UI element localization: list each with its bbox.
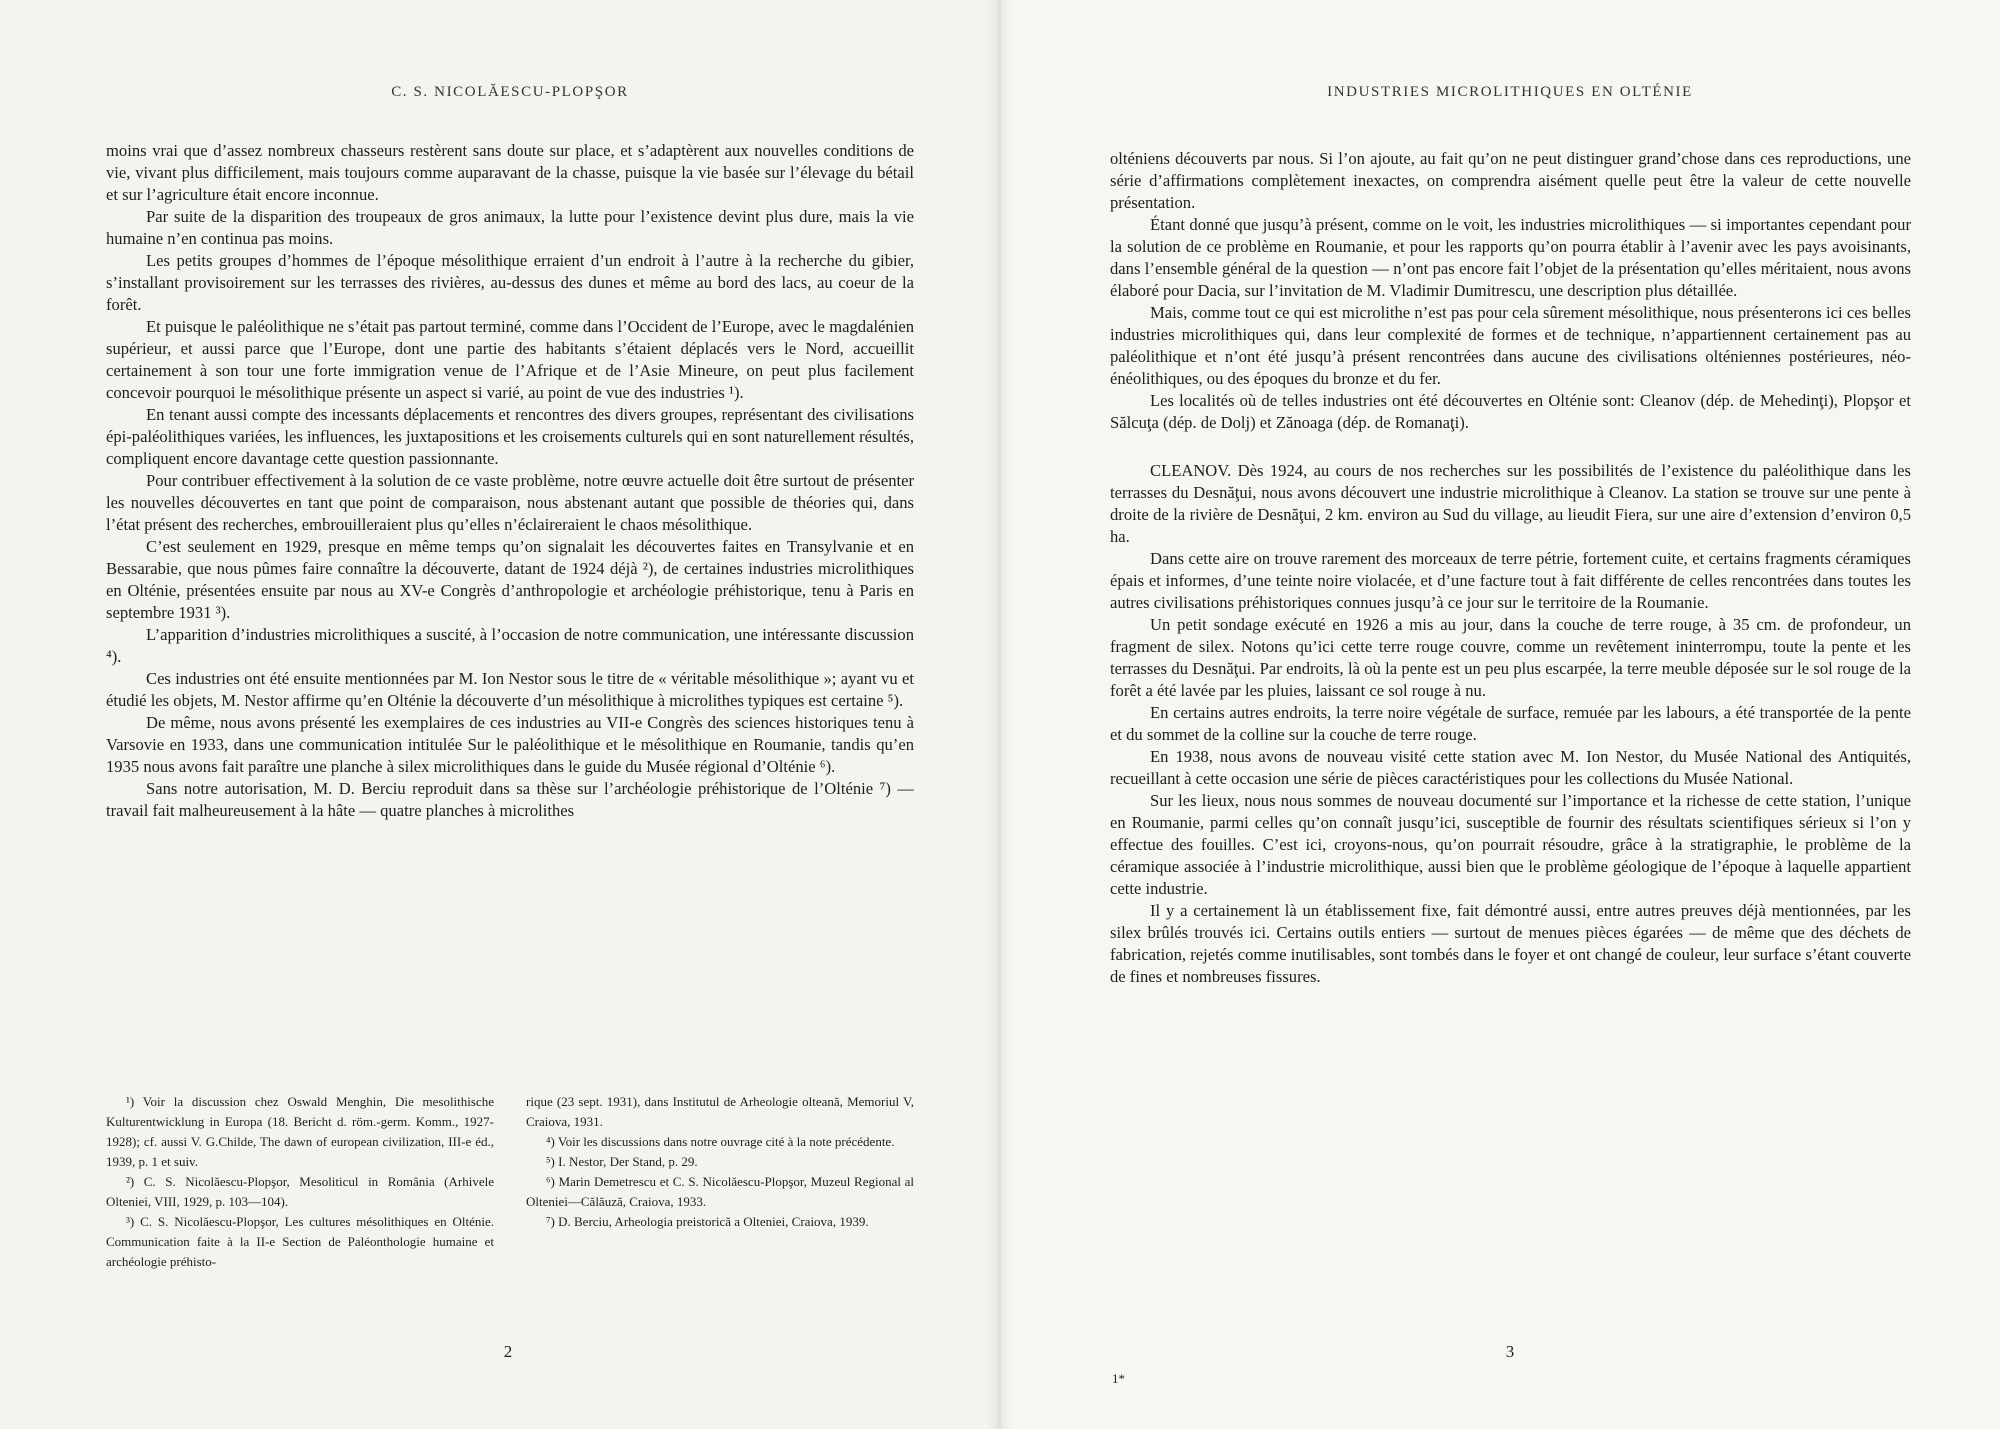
paragraph: Mais, comme tout ce qui est microlithe n’est pas pour cela sûrement mésolithique, nous présenterons ici ces belles industries microlithiques qui, dans leur complexité de formes et de technique, n’appartiennent certainement pas au paléolithique et n’ont été jusqu’à présent rencontrées dans aucune des civilisations olténiennes postérieures, néo-énéolithiques, ou des époques du bronze et du fer. (1110, 303, 1911, 388)
paragraph: Par suite de la disparition des troupeaux de gros animaux, la lutte pour l’existence devint plus dure, mais la vie humaine n’en continua pas moins. (106, 207, 914, 248)
paragraph: moins vrai que d’assez nombreux chasseurs restèrent sans doute sur place, et s’adaptèrent aux nouvelles conditions de vie, vivant plus difficilement, mais toujours comme auparavant de la chasse, puisque la vie basée sur l’élevage du bétail et sur l’agriculture était encore inconnue. (106, 141, 914, 204)
footnotes-column-1 (106, 1092, 494, 1272)
footnote: ³) C. S. Nicolăescu-Plopşor, Les cultures mésolithiques en Olténie. Communication faite à la II-e Section de Paléonthologie humaine et archéologie préhisto- (106, 1214, 494, 1269)
paragraph: En tenant aussi compte des incessants déplacements et rencontres des divers groupes, représentant des civilisations épi-paléolithiques variées, les influences, les juxtapositions et les croisements culturels qui en sont naturellement résultés, compliquent encore davantage cette question passionnante. (106, 405, 914, 468)
paragraph: Pour contribuer effectivement à la solution de ce vaste problème, notre œuvre actuelle doit être surtout de présenter les nouvelles découvertes en tant que point de comparaison, nous abstenant autant que possible de théories qui, dans l’état présent des recherches, embrouilleraient plus qu’elles n’éclaireraient le chaos mésolithique. (106, 471, 914, 534)
running-head-left: C. S. NICOLĂESCU-PLOPŞOR (391, 84, 629, 100)
footnote: ⁶) Marin Demetrescu et C. S. Nicolăescu-Plopşor, Muzeul Regional al Olteniei—Călăuză, Craiova, 1933. (526, 1174, 914, 1209)
paragraph: C’est seulement en 1929, presque en même temps qu’on signalait les découvertes faites en Transylvanie et en Bessarabie, que nous pûmes faire connaître la découverte, datant de 1924 déjà ²), de certaines industries microlithiques en Olténie, présentées ensuite par nous au XV-e Congrès d’anthropologie et archéologie préhistorique, tenu à Paris en septembre 1931 ³). (106, 537, 914, 622)
paragraph: Sur les lieux, nous nous sommes de nouveau documenté sur l’importance et la richesse de cette station, l’unique en Roumanie, parmi celles qu’on connaît jusqu’ici, susceptible de fournir des résultats scientifiques sérieux si l’on y effectue des fouilles. C’est ici, croyons-nous, qu’on pourrait résoudre, grâce à la stratigraphie, le problème de la céramique associée à l’industrie microlithique, aussi bien que le problème géologique de l’époque à laquelle appartient cette industrie. (1110, 791, 1911, 898)
paragraph: olténiens découverts par nous. Si l’on ajoute, au fait qu’on ne peut distinguer grand’chose dans ces reproductions, une série d’affirmations complètement inexactes, on comprendra aisément quelle peut être la valeur de cette nouvelle présentation. (1110, 149, 1911, 212)
book-gutter (986, 0, 1014, 1429)
signature-mark: 1* (1112, 1371, 1125, 1386)
section-paragraph-cleanov: CLEANOV. Dès 1924, au cours de nos recherches sur les possibilités de l’existence du paléolithique dans les terrasses du Desnăţui, nous avons découvert une industrie microlithique à Cleanov. La station se trouve sur une pente à droite de la rivière de Desnăţui, 2 km. environ au Sud du village, au lieudit Fiera, sur une aire d’extension d’environ 0,5 ha. (1110, 461, 1911, 546)
paragraph: Un petit sondage exécuté en 1926 a mis au jour, dans la couche de terre rouge, à 35 cm. de profondeur, un fragment de silex. Notons qu’ici cette terre rouge couvre, comme un revêtement ininterrompu, toute la pente et les terrasses du Desnăţui. Par endroits, là où la pente est un peu plus escarpée, la terre meuble déposée sur le sol rouge de la forêt a été lavée par les pluies, laissant ce sol rouge à nu. (1110, 615, 1911, 700)
page-number-left: 2 (503, 1342, 513, 1361)
paragraph: Il y a certainement là un établissement fixe, fait démontré aussi, entre autres preuves déjà mentionnées, par les silex brûlés trouvés ici. Certains outils entiers — surtout de menues pièces égarées — de même que des déchets de fabrication, rejetés comme inutilisables, sont tombés dans le foyer et ont changé de couleur, leur surface s’étant couverte de fines et nombreuses fissures. (1110, 901, 1911, 986)
paragraph: En certains autres endroits, la terre noire végétale de surface, remuée par les labours, a été transportée de la pente et du sommet de la colline sur la couche de terre rouge. (1110, 703, 1911, 744)
paragraph: Étant donné que jusqu’à présent, comme on le voit, les industries microlithiques — si importantes cependant pour la solution de ce problème en Roumanie, et pour les rapports qu’on pourra établir à l’avenir avec les pays avoisinants, dans l’ensemble général de la question — n’ont pas encore fait l’objet de la présentation qu’elles méritaient, nous avons élaboré pour Dacia, sur l’invitation de M. Vladimir Dumitrescu, une description plus détaillée. (1110, 215, 1911, 300)
footnote-continuation: rique (23 sept. 1931), dans Institutul de Arheologie olteană, Memoriul V, Craiova, 1931. (526, 1094, 914, 1129)
paragraph: Les petits groupes d’hommes de l’époque mésolithique erraient d’un endroit à l’autre à la recherche du gibier, s’installant provisoirement sur les terrasses des rivières, au-dessus des dunes et même au bord des lacs, au coeur de la forêt. (106, 251, 914, 314)
paragraph: L’apparition d’industries microlithiques a suscité, à l’occasion de notre communication, une intéressante discussion ⁴). (106, 625, 914, 666)
left-body-text (106, 140, 914, 822)
footnote: ¹) Voir la discussion chez Oswald Menghin, Die mesolithische Kulturentwicklung in Europa (18. Bericht d. röm.-germ. Komm., 1927-1928); cf. aussi V. G.Childe, The dawn of european civilization, III-e éd., 1939, p. 1 et suiv. (106, 1094, 494, 1169)
right-body-text (1110, 148, 1911, 988)
page-number-right: 3 (1505, 1342, 1515, 1361)
paragraph: Les localités où de telles industries ont été découvertes en Olténie sont: Cleanov (dép. de Mehedinţi), Plopşor et Sălcuţa (dép. de Dolj) et Zănoaga (dép. de Romanaţi). (1110, 391, 1911, 432)
footnotes-column-2 (526, 1092, 914, 1272)
footnotes (106, 1092, 914, 1272)
paragraph: Sans notre autorisation, M. D. Berciu reproduit dans sa thèse sur l’archéologie préhistorique de l’Olténie ⁷) — travail fait malheureusement à la hâte — quatre planches à microlithes (106, 779, 914, 820)
running-head-right: INDUSTRIES MICROLITHIQUES EN OLTÉNIE (1327, 84, 1693, 100)
footnote: ⁷) D. Berciu, Arheologia preistorică a Olteniei, Craiova, 1939. (546, 1214, 869, 1229)
paragraph: De même, nous avons présenté les exemplaires de ces industries au VII-e Congrès des sciences historiques tenu à Varsovie en 1933, dans une communication intitulée Sur le paléolithique et le mésolithique en Roumanie, tandis qu’en 1935 nous avons fait paraître une planche à silex microlithiques dans le guide du Musée régional d’Olténie ⁶). (106, 713, 914, 776)
paragraph: Dans cette aire on trouve rarement des morceaux de terre pétrie, fortement cuite, et certains fragments céramiques épais et informes, d’une teinte noire violacée, et d’une facture tout à fait différente de celles rencontrées dans toutes les autres civilisations préhistoriques connues jusqu’à ce jour sur le territoire de la Roumanie. (1110, 549, 1911, 612)
footnote: ²) C. S. Nicolăescu-Plopşor, Mesoliticul in România (Arhivele Olteniei, VIII, 1929, p. 103—104). (106, 1174, 494, 1209)
footnote: ⁴) Voir les discussions dans notre ouvrage cité à la note précédente. (546, 1134, 895, 1149)
paragraph: En 1938, nous avons de nouveau visité cette station avec M. Ion Nestor, du Musée National des Antiquités, recueillant à cette occasion une série de pièces caractéristiques pour les collections du Musée National. (1110, 747, 1911, 788)
paragraph: Et puisque le paléolithique ne s’était pas partout terminé, comme dans l’Occident de l’Europe, avec le magdalénien supérieur, et aussi parce que l’Europe, dont une partie des habitants s’étaient déplacés vers le Nord, accueillit certainement à son tour une forte immigration venue de l’Afrique et de l’Asie Mineure, on peut plus facilement concevoir pourquoi le mésolithique présente un aspect si varié, au point de vue des industries ¹). (106, 317, 914, 402)
paragraph: Ces industries ont été ensuite mentionnées par M. Ion Nestor sous le titre de « véritable mésolithique »; ayant vu et étudié les objets, M. Nestor affirme qu’en Olténie la découverte d’un mésolithique à microlithes typiques est certaine ⁵). (106, 669, 914, 710)
footnote: ⁵) I. Nestor, Der Stand, p. 29. (546, 1154, 698, 1169)
right-page (1000, 0, 2000, 1429)
